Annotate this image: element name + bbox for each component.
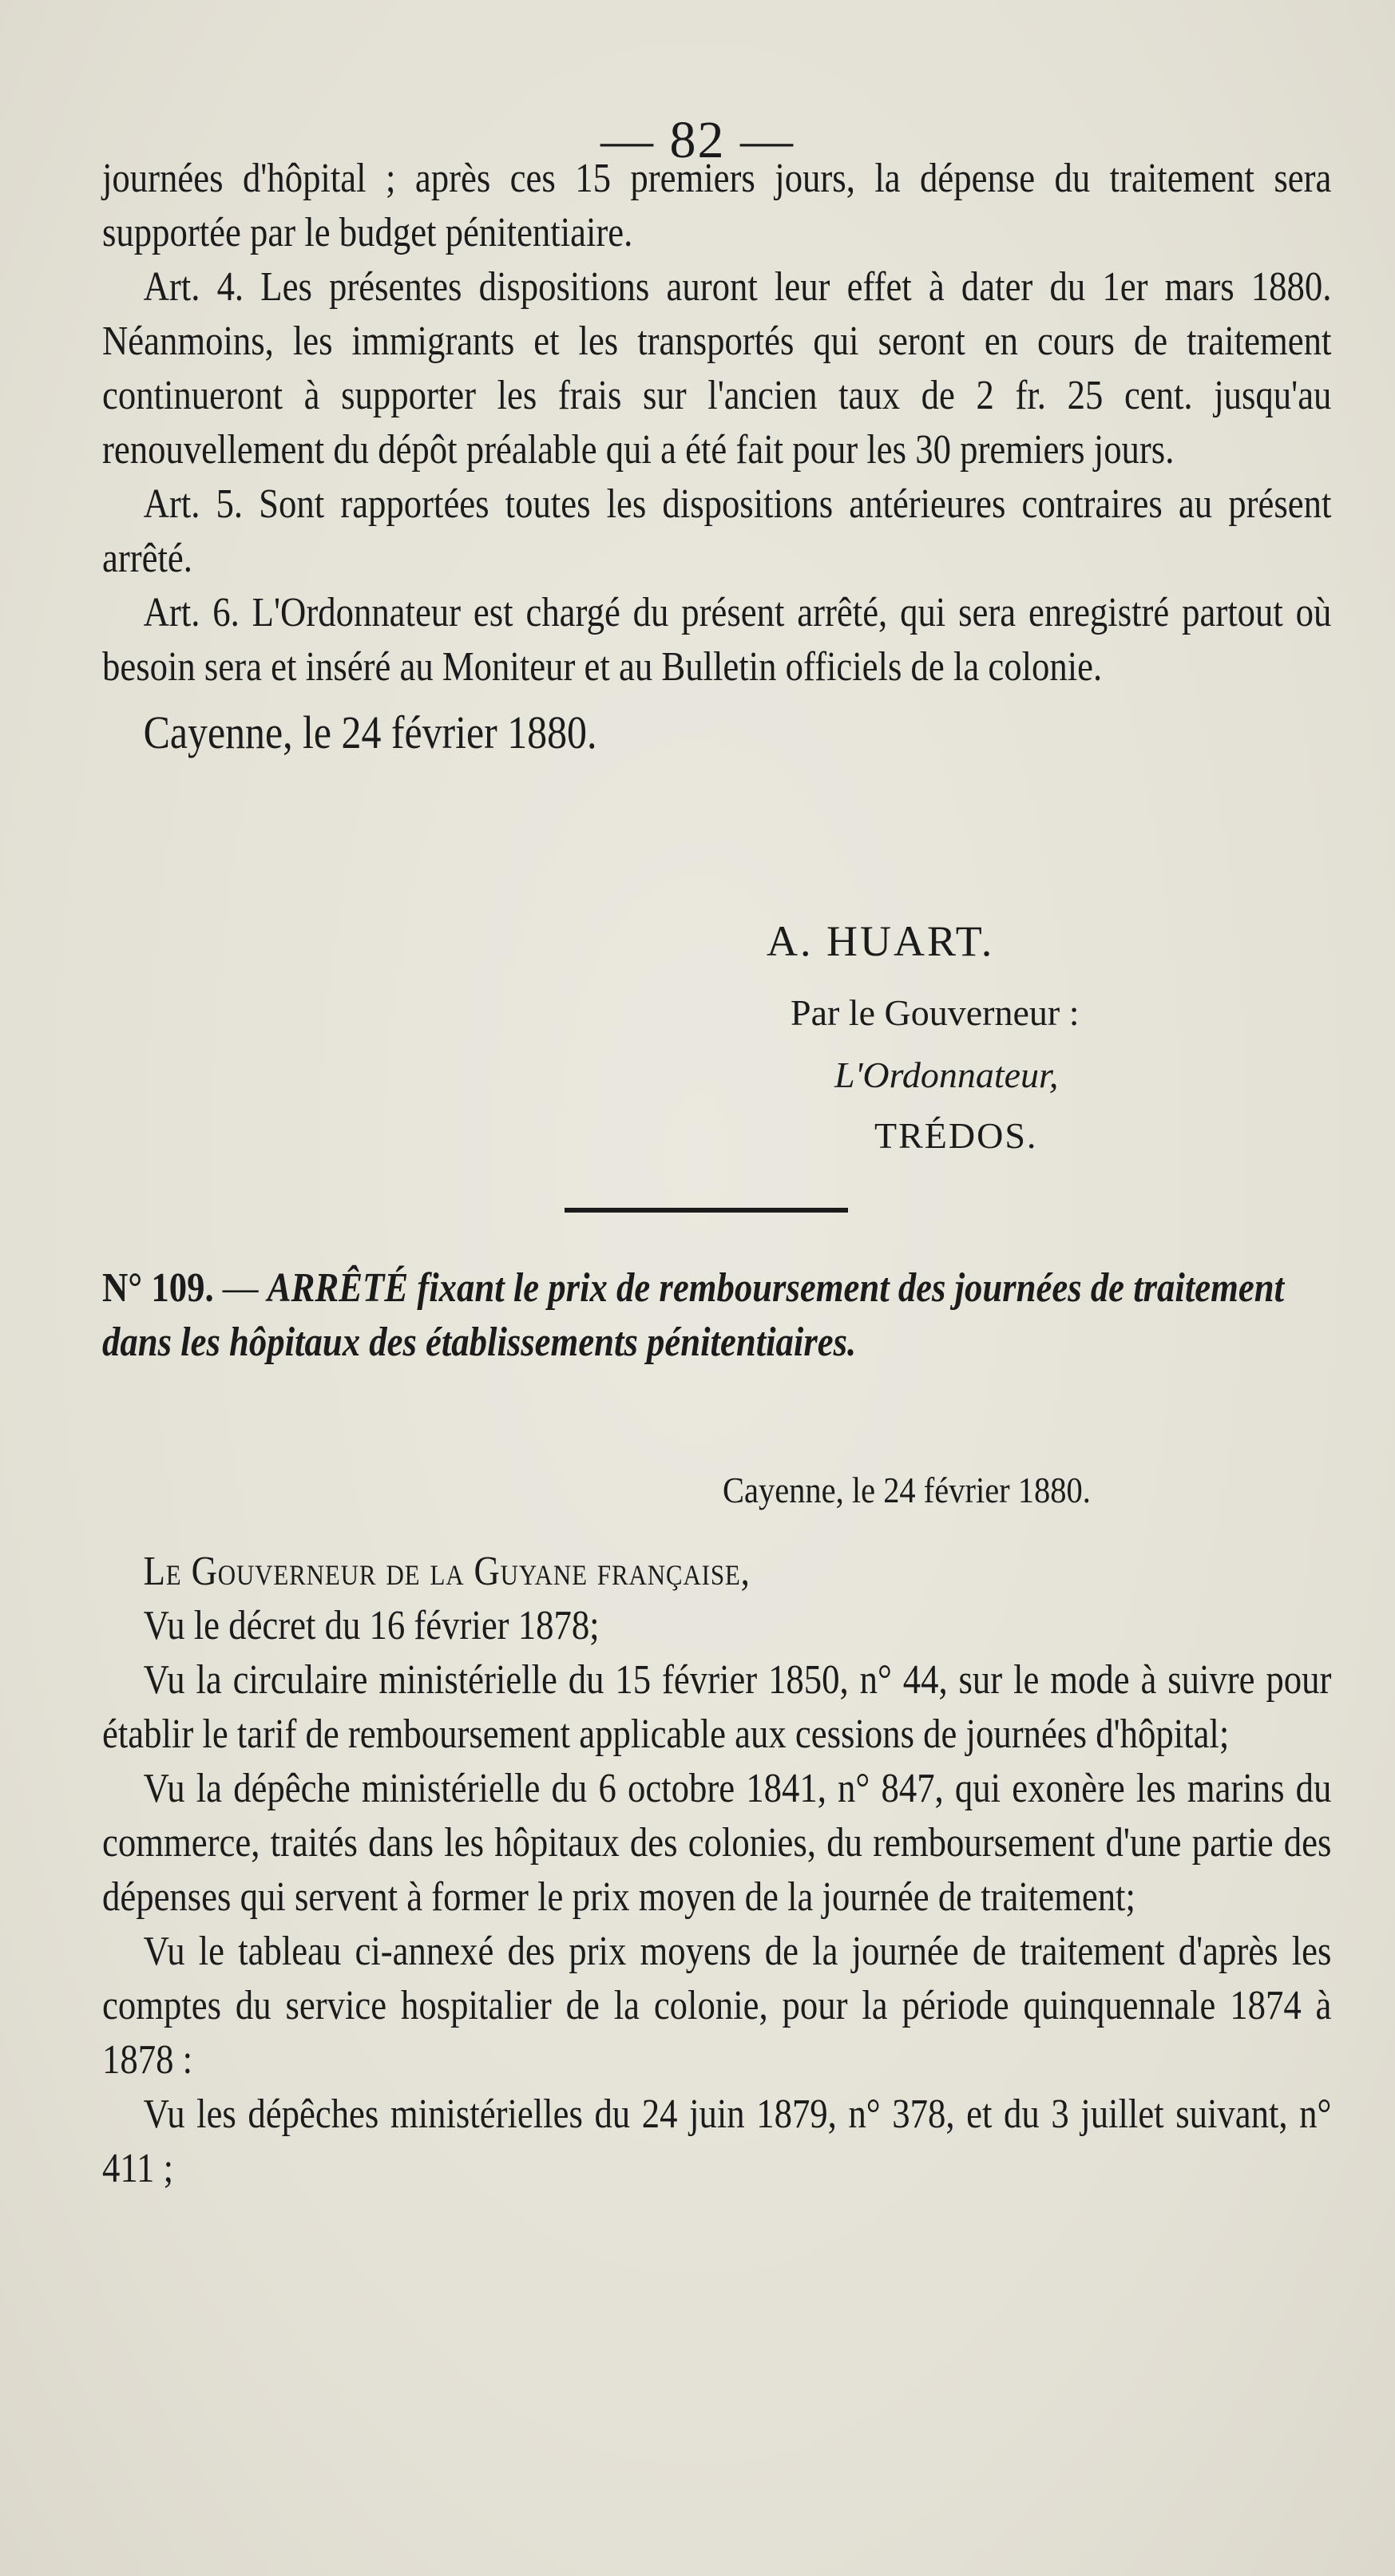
considerant-5: Vu les dépêches ministérielles du 24 juin 1879, n° 378, et du 3 juillet suivant, n° 411 ;: [102, 2091, 1332, 2191]
decree-title: ARRÊTÉ fixant le prix de remboursement des journées de traitement dans les hôpitaux des établissements pénitentiaires.: [102, 1265, 1285, 1365]
signature-role: L'Ordonnateur,: [834, 1055, 1059, 1095]
decree-number: N° 109.: [102, 1265, 214, 1311]
decree-place-date: Cayenne, le 24 février 1880.: [723, 1470, 1091, 1510]
section-divider: [565, 1208, 848, 1213]
paragraph-art-6: Art. 6. L'Ordonnateur est chargé du présent arrêté, qui sera enregistré partout où besoin sera et inséré au Moniteur et au Bulletin officiels de la colonie.: [102, 590, 1332, 690]
considerant-4: Vu le tableau ci-annexé des prix moyens de la journée de traitement d'après les comptes du service hospitalier de la colonie, pour la période quinquennale 1874 à 1878 :: [102, 1929, 1332, 2083]
considerant-2: Vu la circulaire ministérielle du 15 février 1850, n° 44, sur le mode à suivre pour établir le tarif de remboursement applicable aux cessions de journées d'hôpital;: [102, 1657, 1332, 1757]
paragraph-continuation: journées d'hôpital ; après ces 15 premiers jours, la dépense du traitement sera supportée par le budget pénitentiaire.: [102, 156, 1332, 255]
page-number: — 82 —: [600, 111, 795, 169]
paragraph-art-4: Art. 4. Les présentes dispositions auront leur effet à dater du 1er mars 1880. Néanmoins, les immigrants et les transportés qui seront en cours de traitement continueront à supporter les frais sur l'ancien taux de 2 fr. 25 cent. jusqu'au renouvellement du dépôt préalable qui a été fait pour les 30 premiers jours.: [102, 264, 1332, 473]
signature-by: Par le Gouverneur :: [791, 992, 1080, 1033]
decree-heading: [102, 1261, 1338, 1370]
top-text-block: [102, 152, 1331, 766]
considerant-1: Vu le décret du 16 février 1878;: [143, 1603, 600, 1648]
decree-dash: —: [213, 1265, 268, 1311]
governor-line: [102, 1545, 1331, 1599]
signature-official: TRÉDOS.: [874, 1115, 1038, 1156]
signature-name: A. HUART.: [767, 917, 995, 965]
place-date-line: Cayenne, le 24 février 1880.: [143, 706, 597, 758]
paragraph-art-5: Art. 5. Sont rapportées toutes les dispositions antérieures contraires au présent arrêté.: [102, 481, 1332, 581]
considerant-3: Vu la dépêche ministérielle du 6 octobre 1841, n° 847, qui exonère les marins du commerce, traités dans les hôpitaux des colonies, du remboursement d'une partie des dépenses qui servent à former le prix moyen de la journée de traitement;: [102, 1766, 1332, 1920]
decree-body: [102, 1545, 1331, 2196]
governor-text: Le Gouverneur de la Guyane française,: [143, 1549, 751, 1594]
